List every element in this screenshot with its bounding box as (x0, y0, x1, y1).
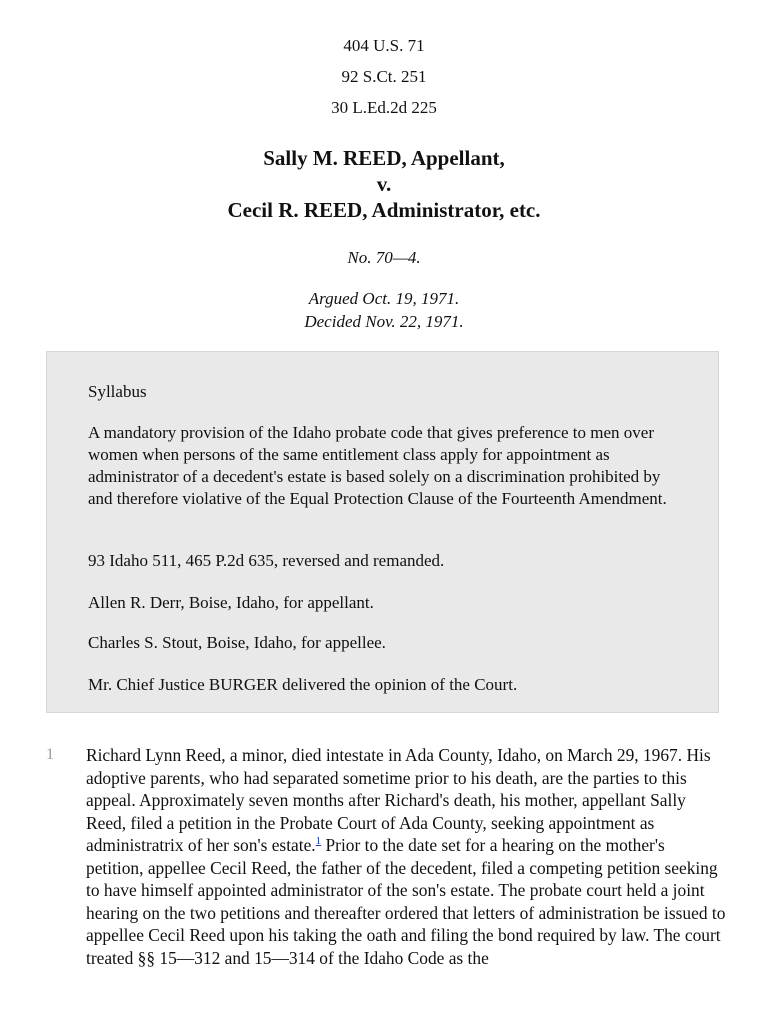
counsel-appellant: Allen R. Derr, Boise, Idaho, for appellant. (88, 593, 374, 612)
citation-led: 30 L.Ed.2d 225 (331, 98, 437, 117)
paragraph-number: 1 (46, 746, 54, 763)
decided-date: Decided Nov. 22, 1971. (304, 312, 464, 331)
citation-us: 404 U.S. 71 (343, 36, 425, 55)
syllabus-disposition: 93 Idaho 511, 465 P.2d 635, reversed and remanded. (88, 551, 445, 570)
opinion-text-part1: Richard Lynn Reed, a minor, died intestate in Ada County, Idaho, on March 29, 1967. His adoptive parents, who had separated sometime prior to his death, are the parties to this appeal. Approximately seven months after Richard's death, his mother, appellant Sally Reed, filed a petition in the Probate Court of Ada County, seeking appointment as administratrix of her son's estate. (86, 745, 711, 855)
argued-date: Argued Oct. 19, 1971. (308, 289, 460, 308)
syllabus-heading: Syllabus (88, 382, 147, 401)
docket-number: No. 70—4. (347, 248, 421, 267)
syllabus-summary: A mandatory provision of the Idaho probate code that gives preference to men over women when persons of the same entitlement class apply for appointment as administrator of a decedent's estate is based solely on a discrimination prohibited by and therefore violative of the Equal Protection Clause of the Fourteenth Amendment. (88, 423, 667, 508)
syllabus-box (46, 351, 719, 713)
versus: v. (376, 172, 392, 196)
footnote-1-link[interactable]: 1 (315, 835, 322, 848)
opinion-paragraph (86, 744, 726, 969)
opinion-author: Mr. Chief Justice BURGER delivered the opinion of the Court. (88, 675, 518, 694)
counsel-appellee: Charles S. Stout, Boise, Idaho, for appellee. (88, 633, 386, 652)
opinion-text-part2: Prior to the date set for a hearing on the mother's petition, appellee Cecil Reed, the father of the decedent, filed a competing petition seeking to have himself appointed administrator of the son's estate. The probate court held a joint hearing on the two petitions and thereafter ordered that letters of administration be issued to appellee Cecil Reed upon his taking the oath and filing the bond required by law. The court treated §§ 15—312 and 15—314 of the Idaho Code as the (86, 835, 726, 968)
appellee-name: Cecil R. REED, Administrator, etc. (227, 198, 541, 222)
appellant-name: Sally M. REED, Appellant, (263, 146, 505, 170)
citation-sct: 92 S.Ct. 251 (341, 67, 427, 86)
